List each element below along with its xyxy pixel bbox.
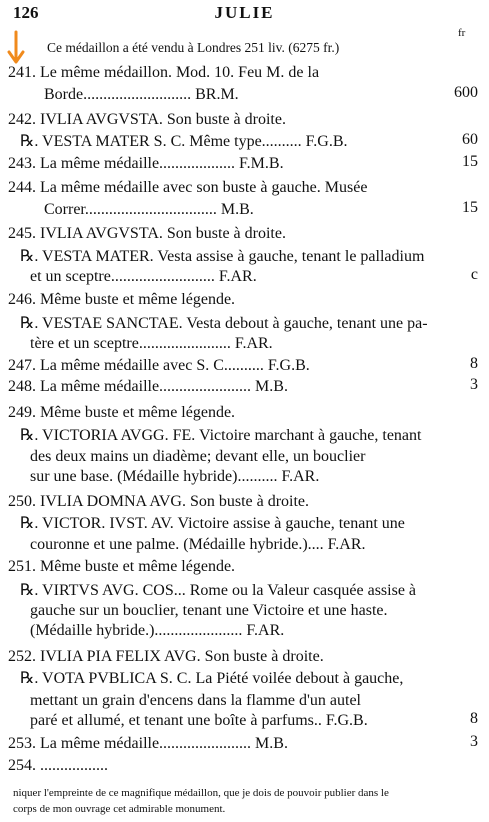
price-value: c [470,266,478,283]
catalog-line: Correr................................. M.B. [44,201,254,218]
catalog-line: ℞. VICTOR. IVST. AV. Victoire assise à gauche, tenant une [20,515,405,532]
catalog-line: mettant un grain d'encens dans la flamme d'un autel [30,692,361,709]
catalog-line: des deux mains un diadème; devant elle, un bouclier [30,448,366,465]
catalog-line: sur une base. (Médaille hybride).......... F.AR. [30,468,320,485]
page-title: JULIE [214,3,275,22]
catalog-line: 252. IVLIA PIA FELIX AVG. Son buste à droite. [8,648,324,665]
catalog-line: 247. La même médaille avec S. C.......... F.G.B. [8,357,310,374]
price-value: 600 [454,84,478,101]
catalog-line: Borde........................... BR.M. [44,86,239,103]
catalog-line: 254. ................. [8,757,108,774]
catalog-line: 245. IVLIA AVGVSTA. Son buste à droite. [8,225,286,242]
price-value: 3 [470,733,478,750]
price-value: 8 [470,355,478,372]
catalog-line: 248. La même médaille....................... M.B. [8,378,288,395]
catalog-line: couronne et une palme. (Médaille hybride.).... F.AR. [30,536,366,553]
catalog-line: tère et un sceptre....................... F.AR. [30,335,273,352]
currency-label: fr [458,27,466,39]
catalog-line: ℞. VOTA PVBLICA S. C. La Piété voilée debout à gauche, [20,670,404,687]
catalog-line: 251. Même buste et même légende. [8,558,236,575]
catalog-line: ℞. VESTAE SANCTAE. Vesta debout à gauche, tenant une pa- [20,315,428,332]
footnote-line-2: corps de mon ouvrage cet admirable monument. [13,803,226,815]
price-value: 60 [462,131,478,148]
catalog-line: 253. La même médaille....................... M.B. [8,735,288,752]
catalog-line: 246. Même buste et même légende. [8,291,236,308]
catalog-line: paré et allumé, et tenant une boîte à parfums.. F.G.B. [30,712,368,729]
catalog-line: ℞. VICTORIA AVGG. FE. Victoire marchant à gauche, tenant [20,427,422,444]
catalog-line: ℞. VESTA MATER. Vesta assise à gauche, tenant le palladium [20,248,425,265]
sale-note: Ce médaillon a été vendu à Londres 251 liv. (6275 fr.) [47,40,340,55]
catalog-line: et un sceptre.......................... F.AR. [30,268,257,285]
catalog-line: ℞. VIRTVS AVG. COS... Rome ou la Valeur casquée assise à [20,582,417,599]
catalog-line: 250. IVLIA DOMNA AVG. Son buste à droite. [8,493,310,510]
catalog-line: 243. La même médaille................... F.M.B. [8,155,284,172]
footnote-line-1: niquer l'empreinte de ce magnifique médaillon, que je dois de pouvoir publier dans le [13,787,389,799]
price-value: 15 [462,199,478,216]
price-value: 8 [470,710,478,727]
catalog-line: 249. Même buste et même légende. [8,404,236,421]
price-value: 3 [470,376,478,393]
catalog-line: ℞. VESTA MATER S. C. Même type.......... F.G.B. [20,133,348,150]
catalog-line: 241. Le même médaillon. Mod. 10. Feu M. de la [8,64,320,81]
price-value: 15 [462,153,478,170]
catalog-line: gauche sur un bouclier, tenant une Victoire et une haste. [30,602,388,619]
catalog-line: 242. IVLIA AVGVSTA. Son buste à droite. [8,111,286,128]
catalog-line: 244. La même médaille avec son buste à gauche. Musée [8,179,368,196]
page-number: 126 [13,3,39,22]
catalog-line: (Médaille hybride.)...................... F.AR. [30,622,285,639]
